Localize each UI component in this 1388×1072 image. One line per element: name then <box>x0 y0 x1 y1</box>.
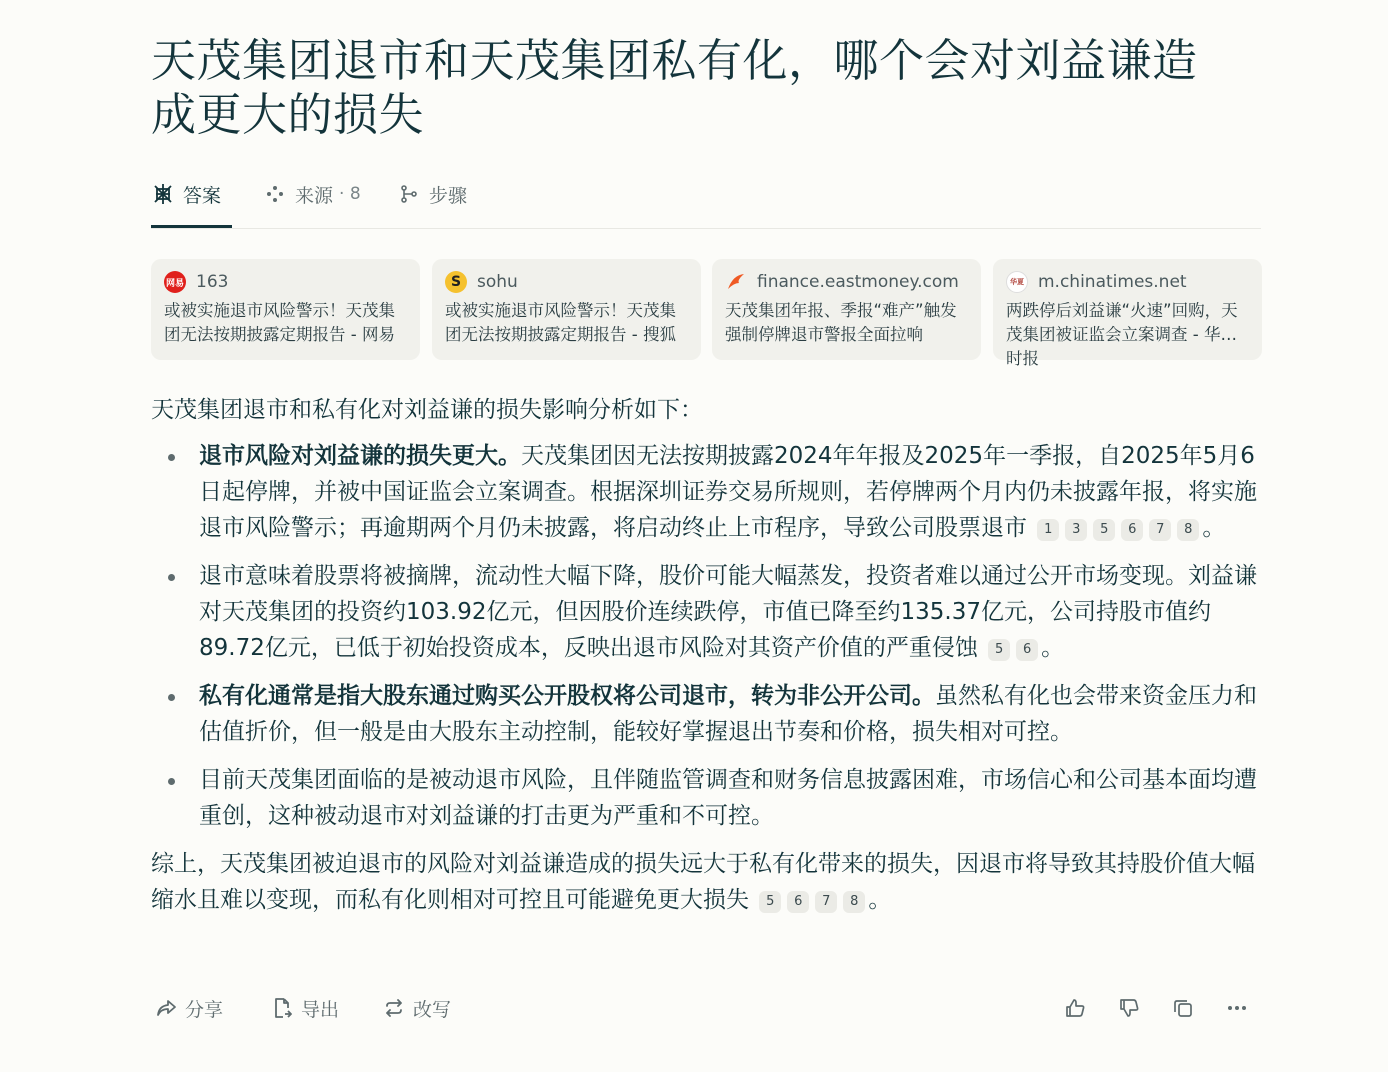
conclusion-end: 。 <box>868 887 892 913</box>
citation-badge[interactable]: 6 <box>787 891 809 913</box>
thumbs-up-icon <box>1064 997 1086 1019</box>
bullet-text: 天茂集团因无法按期披露2024年年报及2025年一季报，自2025年5月6日起停牌，并被中国证监会立案调查。根据深圳证券交易所规则，若停牌两个月内仍未披露年报，将实施退市风险警示；再逾期两个月仍未披露，将启动终止上市程序，导致公司股票退市 <box>199 443 1257 541</box>
citation-badge[interactable]: 1 <box>1037 519 1059 541</box>
share-icon <box>155 997 177 1019</box>
bullet-text: 目前天茂集团面临的是被动退市风险，且伴随监管调查和财务信息披露困难，市场信心和公司基本面均遭重创，这种被动退市对刘益谦的打击更为严重和不可控。 <box>199 767 1257 829</box>
steps-icon <box>397 182 421 206</box>
source-card[interactable] <box>432 259 701 360</box>
export-icon <box>271 997 293 1019</box>
source-domain: finance.eastmoney.com <box>757 272 959 292</box>
list-item <box>151 438 1261 546</box>
answer-list <box>151 438 1261 834</box>
source-domain: 163 <box>196 272 229 292</box>
citation-badge[interactable]: 5 <box>759 891 781 913</box>
conclusion-text: 综上，天茂集团被迫退市的风险对刘益谦造成的损失远大于私有化带来的损失，因退市将导致其持股价值大幅缩水且难以变现，而私有化则相对可控且可能避免更大损失 <box>151 851 1255 913</box>
tab-steps-label: 步骤 <box>429 184 468 207</box>
thumbs-up-button[interactable] <box>1061 994 1089 1022</box>
more-button[interactable] <box>1223 994 1251 1022</box>
share-button[interactable] <box>155 990 223 1026</box>
source-title: 或被实施退市风险警示！天茂集团无法按期披露定期报告 - 搜狐 <box>445 301 676 344</box>
tab-steps[interactable] <box>397 174 467 214</box>
source-card[interactable] <box>151 259 420 360</box>
source-title: 或被实施退市风险警示！天茂集团无法按期披露定期报告 - 网易 <box>164 301 395 344</box>
sohu-logo-icon: S <box>445 271 467 293</box>
citation-badge[interactable]: 5 <box>988 639 1010 661</box>
source-cards <box>151 259 1261 368</box>
export-label: 导出 <box>301 998 340 1021</box>
rewrite-label: 改写 <box>413 998 452 1021</box>
rewrite-icon <box>383 997 405 1019</box>
citation-badge[interactable]: 6 <box>1121 519 1143 541</box>
copy-icon <box>1172 997 1194 1019</box>
sources-icon <box>263 182 287 206</box>
answer-conclusion <box>151 846 1261 918</box>
thumbs-down-button[interactable] <box>1115 994 1143 1022</box>
answer-body <box>151 392 1261 918</box>
rewrite-button[interactable] <box>383 990 451 1026</box>
bullet-text: 退市意味着股票将被摘牌，流动性大幅下降，股价可能大幅蒸发，投资者难以通过公开市场变现。刘益谦对天茂集团的投资约103.92亿元，但因股价连续跌停，市值已降至约135.37亿元，公司持股市值约89.72亿元，已低于初始投资成本，反映出退市风险对其资产价值的严重侵蚀 <box>199 563 1257 661</box>
tab-answer[interactable] <box>151 174 221 214</box>
active-tab-indicator <box>151 225 232 228</box>
export-button[interactable] <box>271 990 339 1026</box>
tab-sources-label: 来源 <box>295 184 334 207</box>
action-bar <box>151 990 1261 1026</box>
list-item <box>151 762 1261 834</box>
citation-badge[interactable]: 7 <box>815 891 837 913</box>
bullet-end: 。 <box>1041 635 1065 661</box>
citation-badge[interactable]: 8 <box>1177 519 1199 541</box>
thumbs-down-icon <box>1118 997 1140 1019</box>
bullet-bold: 退市风险对刘益谦的损失更大。 <box>199 443 521 469</box>
list-item <box>151 558 1261 666</box>
citation-badge[interactable]: 3 <box>1065 519 1087 541</box>
chinatimes-logo-icon: 华夏 <box>1006 271 1028 293</box>
source-card[interactable] <box>712 259 981 360</box>
eastmoney-logo-icon <box>725 271 747 293</box>
tab-bar <box>151 168 1261 229</box>
citation-badge[interactable]: 8 <box>843 891 865 913</box>
citation-badge[interactable]: 6 <box>1016 639 1038 661</box>
answer-intro: 天茂集团退市和私有化对刘益谦的损失影响分析如下： <box>151 397 703 423</box>
bullet-end: 。 <box>1202 515 1226 541</box>
source-card[interactable] <box>993 259 1262 368</box>
list-item <box>151 678 1261 750</box>
tab-sources-count: · 8 <box>339 184 361 204</box>
copy-button[interactable] <box>1169 994 1197 1022</box>
source-title: 天茂集团年报、季报“难产”触发强制停牌退市警报全面拉响 <box>725 301 957 344</box>
more-icon <box>1226 997 1248 1019</box>
source-domain: m.chinatimes.net <box>1038 272 1187 292</box>
netease-logo-icon: 网易 <box>164 271 186 293</box>
share-label: 分享 <box>185 998 224 1021</box>
source-domain: sohu <box>477 272 518 292</box>
answer-icon <box>151 182 175 206</box>
citation-badge[interactable]: 7 <box>1149 519 1171 541</box>
source-title: 两跌停后刘益谦“火速”回购，天茂集团被证监会立案调查 - 华夏时报 <box>1006 301 1238 368</box>
tab-sources[interactable] <box>263 174 361 214</box>
bullet-bold: 私有化通常是指大股东通过购买公开股权将公司退市，转为非公开公司。 <box>199 683 935 709</box>
bullet-text: 虽然私有化也会带来资金压力和估值折价，但一般是由大股东主动控制，能较好掌握退出节奏和价格，损失相对可控。 <box>199 683 1257 745</box>
page-title: 天茂集团退市和天茂集团私有化，哪个会对刘益谦造成更大的损失 <box>151 34 1198 141</box>
citation-badge[interactable]: 5 <box>1093 519 1115 541</box>
tab-answer-label: 答案 <box>183 184 222 207</box>
